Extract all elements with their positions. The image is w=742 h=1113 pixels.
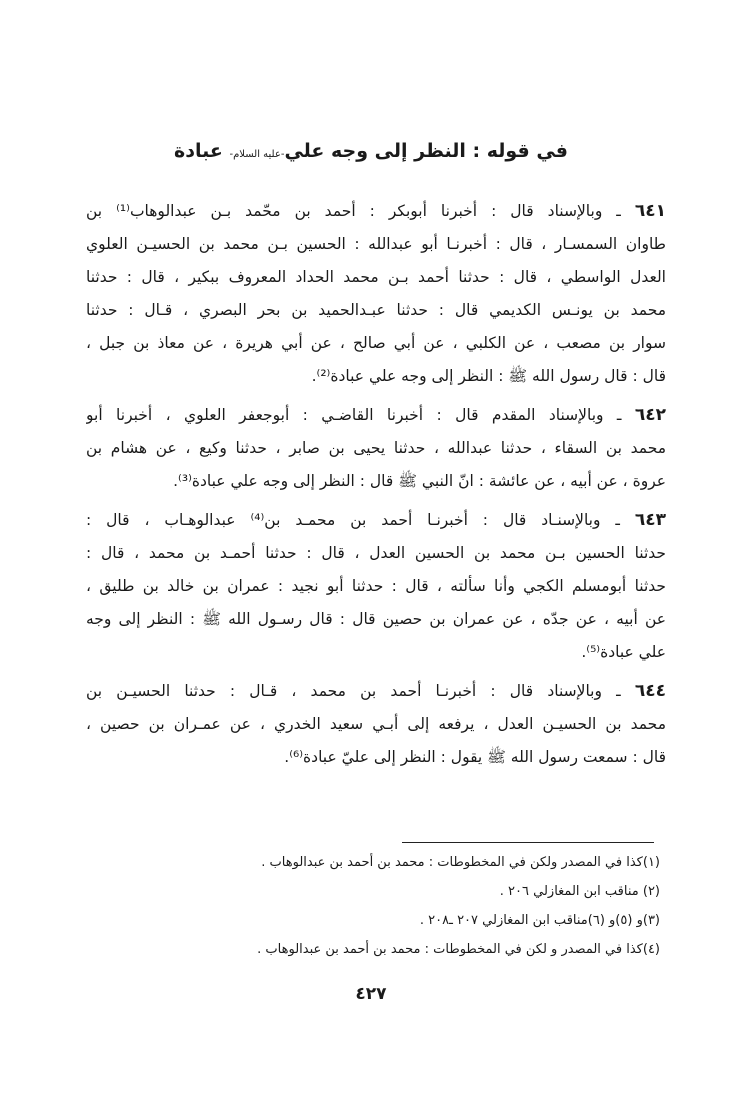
hadith-entry-644 xyxy=(86,675,666,774)
footnote-separator xyxy=(402,842,654,843)
entry-line-text: ـ وبالإسناد قال : أخبرنـا أحمد بن محمد ، قـال : حدثنا الحسيـن بن xyxy=(86,682,635,700)
footnote: (١)كذا في المصدر ولكن في المخطوطات : محمد بن أحمد بن عبدالوهاب . xyxy=(261,855,660,870)
heading-text-end: عبادة xyxy=(174,140,230,162)
hadith-entry-643 xyxy=(86,504,666,669)
hadith-entry-641 xyxy=(86,195,666,393)
footnote: (٢) مناقب ابن المغازلي ٢٠٦ . xyxy=(499,884,660,899)
page-number: ٤٢٧ xyxy=(355,984,387,1004)
hadith-number: ٦٤٢ xyxy=(634,405,666,425)
section-heading xyxy=(0,137,742,169)
entry-line: قال : سمعت رسول الله ﷺ يقول : النظر إلى عليّ عبادة⁽⁶⁾. xyxy=(284,748,666,766)
hadith-body xyxy=(86,195,666,780)
entry-line: محمد بن السقاء ، حدثنا عبدالله ، حدثنا يحيى بن صابر ، حدثنا وكيع ، عن هشام بن xyxy=(86,439,666,457)
hadith-number: ٦٤١ xyxy=(634,201,666,221)
footnote: (٤)كذا في المصدر و لكن في المخطوطات : محمد بن أحمد بن عبدالوهاب . xyxy=(257,942,660,957)
entry-line: محمد بن الحسيـن العدل ، يرفعه إلى أبـي سعيد الخدري ، عن عمـران بن حصين ، xyxy=(86,715,666,733)
entry-line: حدثنا أبومسلم الكجي وأنا سألته ، قال : حدثنا أبو نجيد : عمران بن خالد بن طليق ، xyxy=(86,577,666,595)
entry-line: قال : قال رسول الله ﷺ : النظر إلى وجه علي عبادة⁽²⁾. xyxy=(311,367,666,385)
entry-line: العدل الواسطي ، قال : حدثنا أحمد بـن محمد الحداد المعروف ببكير ، قال : حدثنا xyxy=(86,268,666,286)
entry-line: سوار بن مصعب ، عن الكلبي ، عن أبي صالح ، عن أبي هريرة ، عن معاذ بن جبل ، xyxy=(86,334,666,352)
entry-line: طاوان السمسـار ، قال : أخبرنـا أبو عبدالله : الحسين بـن محمد بن الحسيـن العلوي xyxy=(86,235,666,253)
heading-text: في قوله : النظر إلى وجه علي xyxy=(284,140,568,162)
hadith-entry-642 xyxy=(86,399,666,498)
footnotes xyxy=(160,848,660,964)
entry-line-text: ـ وبالإسناد المقدم قال : أخبرنا القاضـي : أبوجعفر العلوي ، أخبرنا أبو xyxy=(86,406,635,424)
entry-line-text: ـ وبالإسنـاد قال : أخبرنـا أحمد بن محمـد بن⁽⁴⁾ عبدالوهـاب ، قال : xyxy=(86,511,635,529)
entry-line: عروة ، عن أبيه ، عن عائشة : انّ النبي ﷺ قال : النظر إلى وجه علي عبادة⁽³⁾. xyxy=(173,472,666,490)
entry-line xyxy=(86,675,666,708)
entry-line: حدثنا الحسين بـن محمد بن الحسين العدل ، قال : حدثنا أحمـد بن محمد ، قال : xyxy=(86,544,666,562)
entry-line-text: ـ وبالإسناد قال : أخبرنا أبوبكر : أحمد بن محّمد بـن عبدالوهاب⁽¹⁾ بن xyxy=(86,202,635,220)
entry-line: عن أبيه ، عن جدّه ، عن عمران بن حصين قال : قال رسـول الله ﷺ : النظر إلى وجه xyxy=(86,610,666,628)
entry-line xyxy=(86,504,666,537)
heading-honorific: -عليه السلام- xyxy=(229,149,285,160)
entry-line: علي عبادة⁽⁵⁾. xyxy=(581,643,666,661)
entry-line xyxy=(86,195,666,228)
entry-line: محمد بن يونـس الكديمي قال : حدثنا عبـدالحميد بن بحر البصري ، قـال : حدثنا xyxy=(86,301,666,319)
entry-line xyxy=(86,399,666,432)
hadith-number: ٦٤٣ xyxy=(634,510,666,530)
hadith-number: ٦٤٤ xyxy=(634,681,666,701)
footnote: (٣)و (٥)و (٦)مناقب ابن المغازلي ٢٠٧ ـ٢٠٨ . xyxy=(419,913,660,928)
